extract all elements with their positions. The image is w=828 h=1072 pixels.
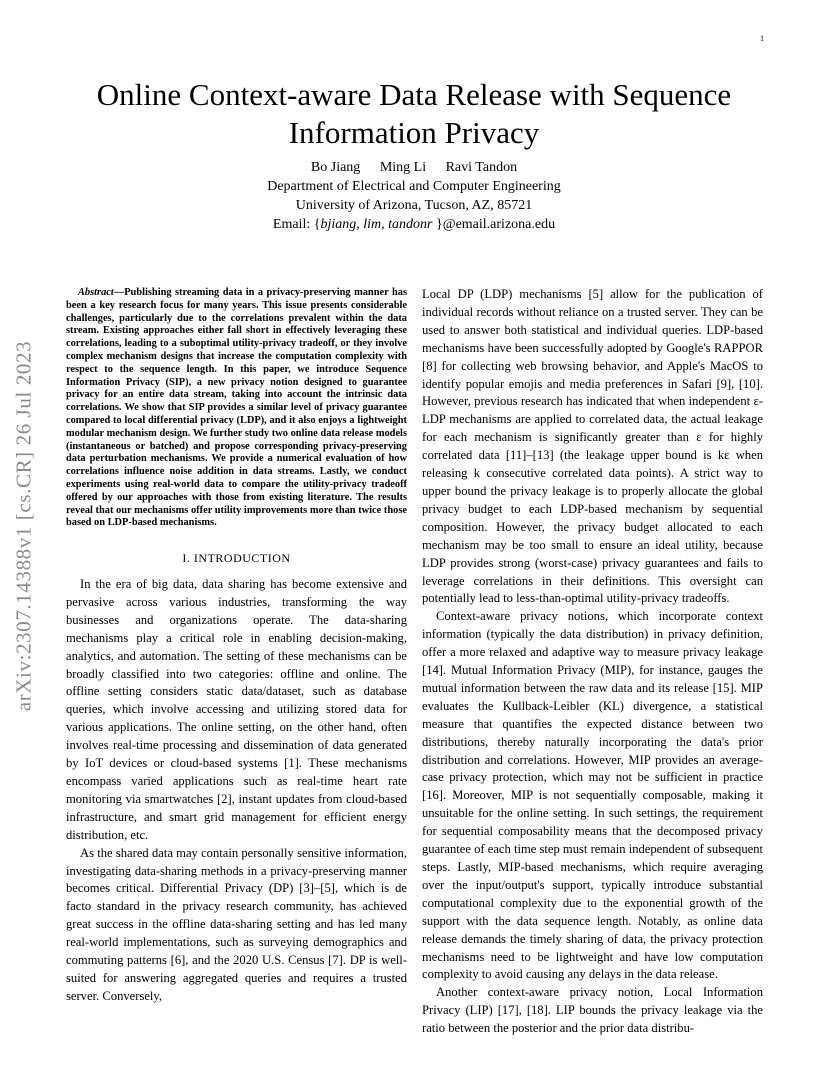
author-block [40, 158, 788, 234]
email-users: bjiang, lim, tandonr [320, 217, 433, 232]
abstract [66, 287, 407, 530]
paper-title: Online Context-aware Data Release with Sequence Information Privacy [96, 77, 732, 150]
author-name: Ming Li [379, 160, 427, 175]
email-prefix: Email: { [272, 217, 321, 232]
page-number: 1 [760, 34, 764, 43]
abstract-label: Abstract [78, 287, 114, 298]
paragraph: Another context-aware privacy notion, Local Information Privacy (LIP) [17], [18]. LIP bounds the privacy leakage via the ratio between the posterior and the prior data distribu- [422, 985, 763, 1036]
abstract-text: —Publishing streaming data in a privacy-preserving manner has been a key research focus for many years. This issue presents considerable challenges, particularly due to the correlations prevalent within the data stream. Existing approaches either fall short in effectively leveraging these correlations, leading to a suboptimal utility-privacy tradeoff, or they involve complex mechanism designs that increase the computation complexity with respect to the sequence length. In this paper, we introduce Sequence Information Privacy (SIP), a new privacy notion designed to guarantee privacy for an entire data stream, taking into account the intrinsic data correlations. We show that SIP provides a similar level of privacy guarantee compared to local differential privacy (LDP), and it also enjoys a lightweight modular mechanism design. We further study two online data release models (instantaneous or batched) and propose corresponding privacy-preserving data perturbation mechanisms. We provide a numerical evaluation of how correlations influence noise addition in data streams. Lastly, we conduct experiments using real-world data to compare the utility-privacy tradeoff offered by our approaches with those from existing literature. The results reveal that our mechanisms offer utility improvements more than twice those based on LDP-based mechanisms. [66, 287, 407, 529]
paragraph: Context-aware privacy notions, which incorporate context information (typically the data distribution) in privacy definition, offer a more relaxed and adaptive way to measure privacy leakage [14]. Mutual Information Privacy (MIP), for instance, gauges the mutual information between the raw data and its release [15]. MIP evaluates the Kullback-Leibler (KL) divergence, a statistical measure that quantifies the expected distance between two distributions, thereby naturally incorporating the data's prior distribution and correlations. However, MIP provides an average-case privacy protection, which may not be sufficient in practice [16]. Moreover, MIP is not sequentially composable, making it unsuitable for the online setting. In such settings, the requirement for sequential composability means that the decomposed privacy guarantee of each time step must remain independent of subsequent steps. Lastly, MIP-based mechanisms, which require averaging over the input/output's support, typically introduce substantial computational complexity due to the exponential growth of the support with the data sequence length. Notably, as online data release demands the timely sharing of data, the privacy protection mechanisms need to be lightweight and have low computation complexity to avoid causing any delays in the data release. [422, 609, 763, 982]
section-heading: I. INTRODUCTION [182, 551, 291, 566]
arxiv-stamp [6, 298, 42, 754]
author-name: Bo Jiang [310, 160, 361, 175]
right-column [422, 286, 763, 1038]
email-line [40, 215, 788, 234]
author-name: Ravi Tandon [445, 160, 518, 175]
author-names [40, 158, 788, 177]
paragraph: In the era of big data, data sharing has become extensive and pervasive across various industries, transforming the way businesses and organizations operate. The data-sharing mechanisms play a critical role in enabling decision-making, analytics, and automation. The setting of these mechanisms can be broadly classified into two categories: offline and online. The offline setting considers static data/dataset, such as database queries, which involve accessing and utilizing stored data for various applications. The online setting, on the other hand, often involves real-time processing and dissemination of data generated by IoT devices or cloud-based systems [1]. These mechanisms encompass varied applications such as real-time heart rate monitoring via smartwatches [2], instant updates from cloud-based infrastructure, and smart grid management for efficient energy distribution, etc. [66, 577, 407, 842]
university: University of Arizona, Tucson, AZ, 85721 [295, 198, 533, 213]
email-suffix: }@email.arizona.edu [432, 217, 556, 232]
paragraph: Local DP (LDP) mechanisms [5] allow for the publication of individual records without reliance on a trusted server. They can be used to answer both statistical and individual queries. LDP-based mechanisms have been successfully adopted by Google's RAPPOR [8] for collecting web browsing behavior, and Apple's MacOS to identify popular emojis and media preferences in Safari [9], [10]. However, previous research has indicated that when independent ε-LDP mechanisms are applied to correlated data, the actual leakage for each mechanism is significantly greater than ε for highly correlated data [11]–[13] (the leakage upper bound is kε when releasing k consecutive correlated data points). A strict way to upper bound the privacy leakage is to properly allocate the global privacy budget to each LDP-based mechanism by sequential composition. However, the privacy budget allocated to each mechanism may be too small to ensure an ideal utility, because LDP provides strong (worst-case) privacy guarantees and fails to leverage correlations in their definitions. This oversight can potentially lead to less-than-optimal utility-privacy tradeoffs. [422, 287, 763, 606]
left-column [66, 287, 407, 1006]
arxiv-stamp-text: arXiv:2307.14388v1 [cs.CR] 26 Jul 2023 [11, 340, 36, 712]
department: Department of Electrical and Computer Engineering [267, 179, 561, 194]
paragraph: As the shared data may contain personally sensitive information, investigating data-sharing methods in a privacy-preserving manner becomes critical. Differential Privacy (DP) [3]–[5], which is de facto standard in the privacy research community, has achieved great success in the offline data-sharing setting and has led many real-world implementations, such as surveying demographics and commuting patterns [6], and the 2020 U.S. Census [7]. DP is well-suited for answering aggregated queries and requires a trusted server. Conversely, [66, 845, 407, 1003]
